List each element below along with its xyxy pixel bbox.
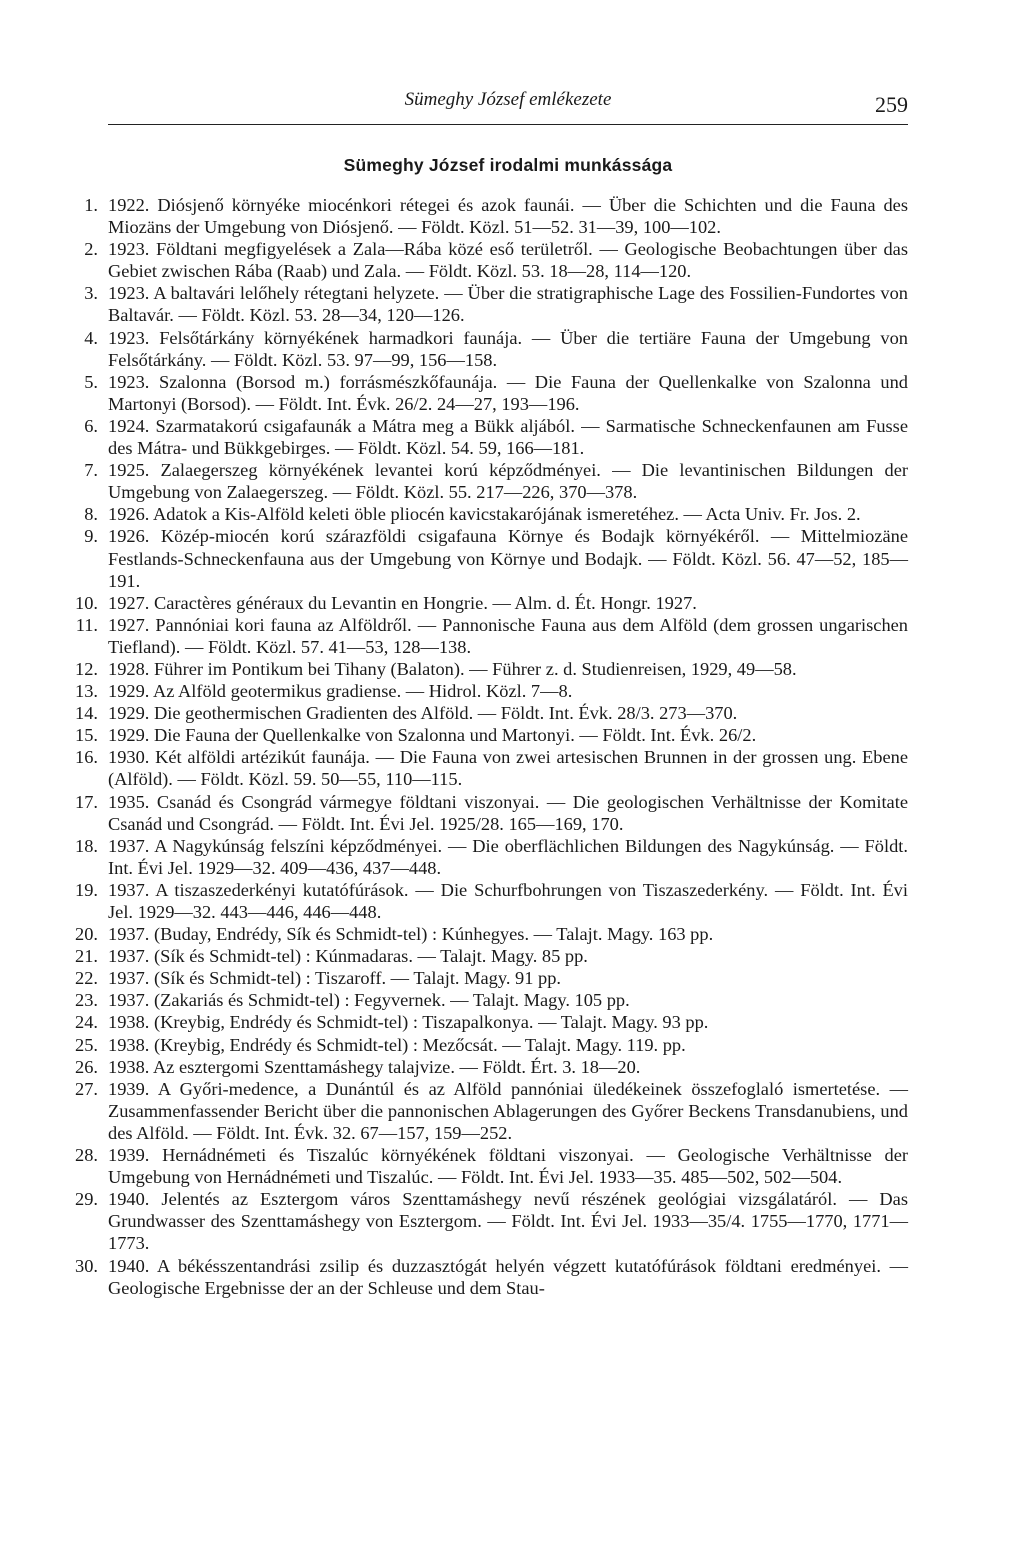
entry-text: 1929. Die Fauna der Quellenkalke von Szalonna und Martonyi. — Földt. Int. Évk. 26/2. — [108, 725, 757, 746]
bibliography-entry — [75, 1255, 908, 1299]
bibliography-entry — [75, 658, 908, 680]
entry-text: 1937. A tiszaszederkényi kutatófúrások. — Die Schurfbohrungen von Tiszaszederkény. — Földt. Int. Évi Jel. 1929—32. 443—446, 446—448. — [108, 879, 908, 922]
entry-text: 1926. Közép-miocén korú szárazföldi csigafauna Környe és Bodajk környékéről. — Mittelmiozäne Festlands-Schneckenfauna aus der Umgebung von Környe und Bodajk. — Földt. Közl. 56. 47—52, 185—191. — [108, 526, 908, 591]
bibliography-entry — [84, 525, 908, 591]
entry-number: 23. — [75, 990, 98, 1011]
bibliography-entry — [75, 746, 908, 790]
entry-text: 1923. Felsőtárkány környékének harmadkori faunája. — Über die tertiäre Fauna der Umgebung von Felsőtárkány. — Földt. Közl. 53. 97—99, 156—158. — [108, 327, 908, 370]
bibliography-entry — [75, 835, 908, 879]
section-heading: Sümeghy József irodalmi munkássága — [343, 155, 673, 175]
bibliography-entry — [84, 415, 908, 459]
bibliography-entry — [75, 1011, 908, 1033]
entry-text: 1937. (Sík és Schmidt-tel) : Kúnmadaras. — Talajt. Magy. 85 pp. — [108, 946, 588, 967]
entry-text: 1922. Diósjenő környéke miocénkori rétegei és azok faunái. — Über die Schichten und die Fauna des Miozäns der Umgebung von Diósjenő. — Földt. Közl. 51—52. 31—39, 100—102. — [108, 195, 908, 238]
entry-number: 19. — [75, 879, 98, 900]
entry-text: 1926. Adatok a Kis-Alföld keleti öble pliocén kavicstakarójának ismeretéhez. — Acta Univ. Fr. Jos. 2. — [108, 504, 861, 525]
bibliography-entry — [75, 791, 908, 835]
entry-number: 29. — [75, 1189, 98, 1210]
entry-number: 22. — [75, 968, 98, 989]
entry-number: 24. — [75, 1012, 98, 1033]
entry-number: 12. — [75, 658, 98, 679]
bibliography-entry — [75, 967, 908, 989]
entry-text: 1938. (Kreybig, Endrédy és Schmidt-tel) : Tiszapalkonya. — Talajt. Magy. 93 pp. — [108, 1012, 709, 1033]
entry-number: 18. — [75, 835, 98, 856]
entry-number: 2. — [84, 239, 98, 260]
bibliography-entry — [75, 724, 908, 746]
bibliography-entry — [84, 459, 908, 503]
bibliography-entry — [75, 592, 908, 614]
entry-number: 15. — [75, 725, 98, 746]
bibliography-entry — [75, 879, 908, 923]
entry-text: 1937. A Nagykúnság felszíni képződményei. — Die oberflächlichen Bildungen des Nagykúnság. — Földt. Int. Évi Jel. 1929—32. 409—436, 437—448. — [108, 835, 908, 878]
bibliography-entry — [75, 1144, 908, 1188]
entry-number: 1. — [84, 195, 98, 215]
entry-text: 1937. (Buday, Endrédy, Sík és Schmidt-tel) : Kúnhegyes. — Talajt. Magy. 163 pp. — [108, 924, 714, 945]
bibliography-entry — [75, 614, 908, 658]
bibliography-entry — [75, 1056, 908, 1078]
entry-text: 1923. Szalonna (Borsod m.) forrásmészkőfaunája. — Die Fauna der Quellenkalke von Szalonna und Martonyi (Borsod). — Földt. Int. Évk. 26/2. 24—27, 193—196. — [108, 371, 908, 414]
entry-number: 20. — [75, 924, 98, 945]
bibliography-entry — [75, 989, 908, 1011]
bibliography-entry — [84, 371, 908, 415]
entry-text: 1927. Pannóniai kori fauna az Alföldről. — Pannonische Fauna aus dem Alföld (dem grossen ungarischen Tiefland). — Földt. Közl. 57. 41—53, 128—138. — [108, 614, 908, 657]
entry-number: 6. — [84, 415, 98, 436]
bibliography-entry — [75, 702, 908, 724]
entry-number: 7. — [84, 460, 98, 481]
bibliography-entry — [84, 194, 908, 238]
entry-number: 21. — [75, 946, 98, 967]
bibliography-list — [75, 194, 908, 1299]
entry-text: 1938. (Kreybig, Endrédy és Schmidt-tel) : Mezőcsát. — Talajt. Magy. 119. pp. — [108, 1034, 686, 1055]
bibliography-entry — [75, 680, 908, 702]
entry-text: 1925. Zalaegerszeg környékének levantei korú képződményei. — Die levantinischen Bildungen der Umgebung von Zalaegerszeg. — Földt. Közl. 55. 217—226, 370—378. — [108, 460, 908, 503]
entry-text: 1923. A baltavári lelőhely rétegtani helyzete. — Über die stratigraphische Lage des Fossilien-Fundortes von Baltavár. — Földt. Közl. 53. 28—34, 120—126. — [108, 283, 908, 326]
bibliography-entry — [75, 1078, 908, 1144]
bibliography-entry — [75, 1034, 908, 1056]
entry-text: 1937. (Zakariás és Schmidt-tel) : Fegyvernek. — Talajt. Magy. 105 pp. — [108, 990, 630, 1011]
entry-text: 1927. Caractères généraux du Levantin en Hongrie. — Alm. d. Ét. Hongr. 1927. — [108, 592, 697, 613]
entry-number: 10. — [75, 592, 98, 613]
entry-text: 1940. Jelentés az Esztergom város Szenttamáshegy nevű részének geológiai vizsgálatáról. — Das Grundwasser des Szenttamáshegy von Esztergom. — Földt. Int. Évi Jel. 1933—35/4. 1755—1770, 1771—1773. — [108, 1189, 908, 1254]
bibliography-entry — [75, 945, 908, 967]
running-header — [108, 88, 908, 125]
entry-number: 17. — [75, 791, 98, 812]
entry-text: 1929. Die geothermischen Gradienten des Alföld. — Földt. Int. Évk. 28/3. 273—370. — [108, 703, 738, 724]
entry-text: 1930. Két alföldi artézikút faunája. — Die Fauna von zwei artesischen Brunnen in der grossen ung. Ebene (Alföld). — Földt. Közl. 59. 50—55, 110—115. — [108, 747, 908, 790]
entry-number: 26. — [75, 1056, 98, 1077]
entry-text: 1940. A békésszentandrási zsilip és duzzasztógát helyén végzett kutatófúrások földtani eredményei. — Geologische Ergebnisse der an der Schleuse und dem Stau- — [108, 1255, 908, 1298]
entry-number: 14. — [75, 703, 98, 724]
entry-number: 30. — [75, 1255, 98, 1276]
bibliography-entry — [84, 327, 908, 371]
entry-text: 1939. A Győri-medence, a Dunántúl és az Alföld pannóniai üledékeinek összefoglaló ismertetése. — Zusammenfassender Bericht über die pannonischen Ablagerungen des Győrer Beckens Transdanubiens, und des Alföld. — Földt. Int. Évk. 32. 67—157, 159—252. — [108, 1078, 908, 1143]
entry-text: 1923. Földtani megfigyelések a Zala—Rába közé eső területről. — Geologische Beobachtungen über das Gebiet zwischen Rába (Raab) und Zala. — Földt. Közl. 53. 18—28, 114—120. — [108, 239, 908, 282]
running-title: Sümeghy József emlékezete — [404, 89, 612, 110]
entry-number: 27. — [75, 1078, 98, 1099]
page-number: 259 — [875, 92, 908, 117]
entry-text: 1935. Csanád és Csongrád vármegye földtani viszonyai. — Die geologischen Verhältnisse der Komitate Csanád und Csongrád. — Földt. Int. Évi Jel. 1925/28. 165—169, 170. — [108, 791, 908, 834]
entry-number: 4. — [84, 327, 98, 348]
bibliography-entry — [84, 503, 908, 525]
entry-number: 8. — [84, 504, 98, 525]
entry-text: 1938. Az esztergomi Szenttamáshegy talajvize. — Földt. Ért. 3. 18—20. — [108, 1056, 641, 1077]
entry-number: 3. — [84, 283, 98, 304]
entry-text: 1924. Szarmatakorú csigafaunák a Mátra meg a Bükk aljából. — Sarmatische Schneckenfaunen am Fusse des Mátra- und Bükkgebirges. — Földt. Közl. 54. 59, 166—181. — [108, 415, 908, 459]
entry-number: 9. — [84, 526, 98, 547]
entry-text: 1937. (Sík és Schmidt-tel) : Tiszaroff. — Talajt. Magy. 91 pp. — [108, 968, 562, 989]
bibliography-entry — [84, 282, 908, 326]
bibliography-entry — [75, 923, 908, 945]
bibliography-entry — [75, 1188, 908, 1254]
entry-number: 5. — [84, 371, 98, 392]
entry-text: 1929. Az Alföld geotermikus gradiense. — Hidrol. Közl. 7—8. — [108, 681, 573, 702]
bibliography-entry — [84, 238, 908, 282]
entry-number: 13. — [75, 681, 98, 702]
entry-number: 25. — [75, 1034, 98, 1055]
entry-text: 1939. Hernádnémeti és Tiszalúc környékének földtani viszonyai. — Geologische Verhältnisse der Umgebung von Hernádnémeti und Tiszalúc. — Földt. Int. Évi Jel. 1933—35. 485—502, 502—504. — [108, 1145, 908, 1188]
entry-number: 16. — [75, 747, 98, 768]
entry-number: 28. — [75, 1145, 98, 1166]
entry-number: 11. — [75, 614, 98, 635]
entry-text: 1928. Führer im Pontikum bei Tihany (Balaton). — Führer z. d. Studienreisen, 1929, 49—58. — [108, 658, 797, 679]
